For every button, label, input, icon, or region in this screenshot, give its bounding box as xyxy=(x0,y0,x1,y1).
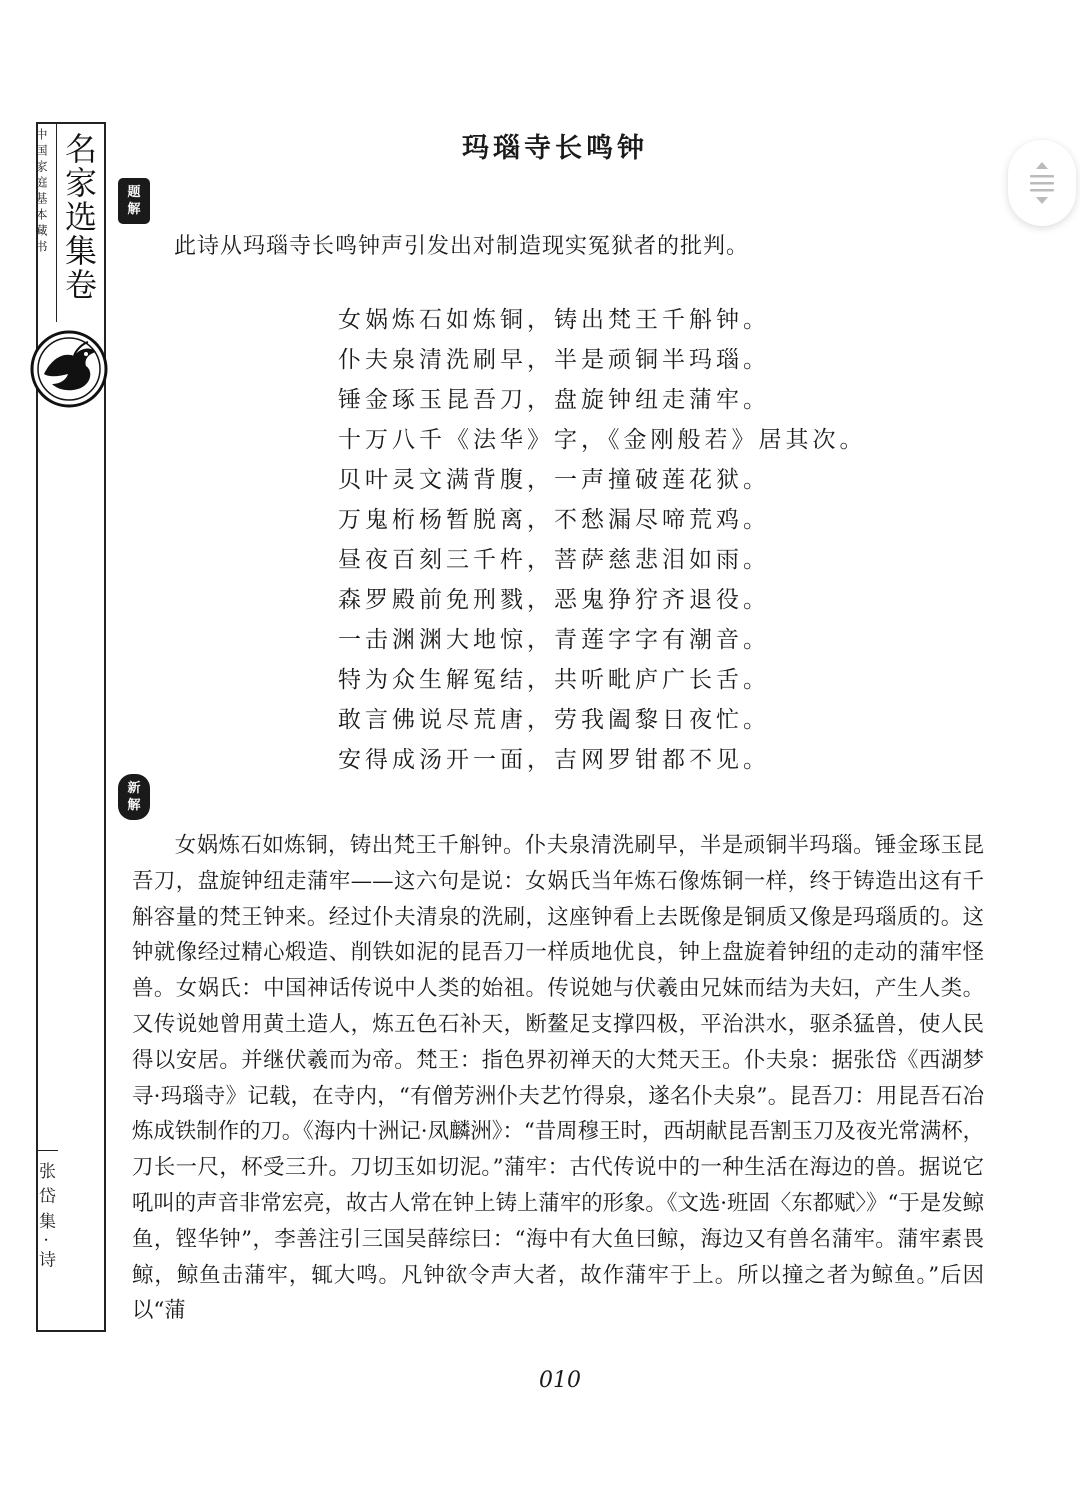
commentary-paragraph: 女娲炼石如炼铜，铸出梵王千斛钟。仆夫泉清洗刷早，半是顽铜半玛瑙。锤金琢玉昆吾刀，盘旋钟纽走蒲牢——这六句是说：女娲氏当年炼石像炼铜一样，终于铸造出这有千斛容量的梵王钟来。经过仆夫清泉的洗刷，这座钟看上去既像是铜质又像是玛瑙质的。这钟就像经过精心煅造、削铁如泥的昆吾刀一样质地优良，钟上盘旋着钟纽的走动的蒲牢怪兽。女娲氏：中国神话传说中人类的始祖。传说她与伏羲由兄妹而结为夫妇，产生人类。又传说她曾用黄土造人，炼五色石补天，断鳌足支撑四极，平治洪水，驱杀猛兽，使人民得以安居。并继伏羲而为帝。梵王：指色界初禅天的大梵天王。仆夫泉：据张岱《西湖梦寻·玛瑙寺》记载，在寺内，“有僧芳洲仆夫艺竹得泉，遂名仆夫泉”。昆吾刀：用昆吾石冶炼成铁制作的刀。《海内十洲记·凤麟洲》：“昔周穆王时，西胡献昆吾割玉刀及夜光常满杯，刀长一尺，杯受三升。刀切玉如切泥。”蒲牢：古代传说中的一种生活在海边的兽。据说它吼叫的声音非常宏亮，故古人常在钟上铸上蒲牢的形象。《文选·班固〈东都赋〉》“于是发鲸鱼，铿华钟”，李善注引三国吴薛综曰：“海中有大鱼曰鲸，海边又有兽名蒲牢。蒲牢素畏鲸，鲸鱼击蒲牢，辄大鸣。凡钟欲令声大者，故作蒲牢于上。所以撞之者为鲸鱼。”后因以“蒲 xyxy=(132,833,984,1324)
intro-section-seal xyxy=(118,178,150,224)
phoenix-emblem-icon xyxy=(30,330,108,408)
page-number: 010 xyxy=(539,1368,581,1393)
poem-line: 特为众生解冤结，共听毗庐广长舌。 xyxy=(338,667,770,693)
analysis-seal-char-2: 解 xyxy=(127,798,141,813)
poem-line: 女娲炼石如炼铜，铸出梵王千斛钟。 xyxy=(338,307,770,333)
analysis-seal-char-1: 新 xyxy=(127,781,141,796)
intro-seal-char-2: 解 xyxy=(127,202,141,217)
intro-seal-char-1: 题 xyxy=(127,185,141,200)
poem-line: 贝叶灵文满背腹，一声撞破莲花狱。 xyxy=(338,467,770,493)
poem-line: 锤金琢玉昆吾刀，盘旋钟纽走蒲牢。 xyxy=(338,387,770,413)
poem-line: 一击渊渊大地惊，青莲字字有潮音。 xyxy=(338,627,770,653)
analysis-section-seal xyxy=(118,774,150,820)
left-author-rule xyxy=(36,1150,58,1151)
author-work-label: 张岱集·诗 xyxy=(35,1162,55,1276)
poem-line: 仆夫泉清洗刷早，半是顽铜半玛瑙。 xyxy=(338,347,770,373)
poem xyxy=(338,302,978,782)
intro-text: 此诗从玛瑙寺长鸣钟声引发出对制造现实冤狱者的批判。 xyxy=(174,234,750,259)
left-bottom-rule xyxy=(36,1330,106,1332)
poem-line: 昼夜百刻三千杵，菩萨慈悲泪如雨。 xyxy=(338,547,770,573)
left-top-rule xyxy=(36,122,106,124)
poem-line: 安得成汤开一面，吉网罗钳都不见。 xyxy=(338,747,770,773)
page-title: 玛瑙寺长鸣钟 xyxy=(462,133,648,164)
series-name: 中国家庭基本藏书 xyxy=(34,128,48,256)
poem-line: 森罗殿前免刑戮，恶鬼狰狞齐退役。 xyxy=(338,587,770,613)
commentary xyxy=(132,828,984,1329)
poem-line: 十万八千《法华》字，《金刚般若》居其次。 xyxy=(338,427,867,453)
poem-line: 万鬼桁杨暂脱离，不愁漏尽啼荒鸡。 xyxy=(338,507,770,533)
collection-name: 名家选集卷 xyxy=(60,132,98,302)
poem-line: 敢言佛说尽荒唐，劳我阖黎日夜忙。 xyxy=(338,707,770,733)
left-inner-rule xyxy=(104,122,106,1332)
